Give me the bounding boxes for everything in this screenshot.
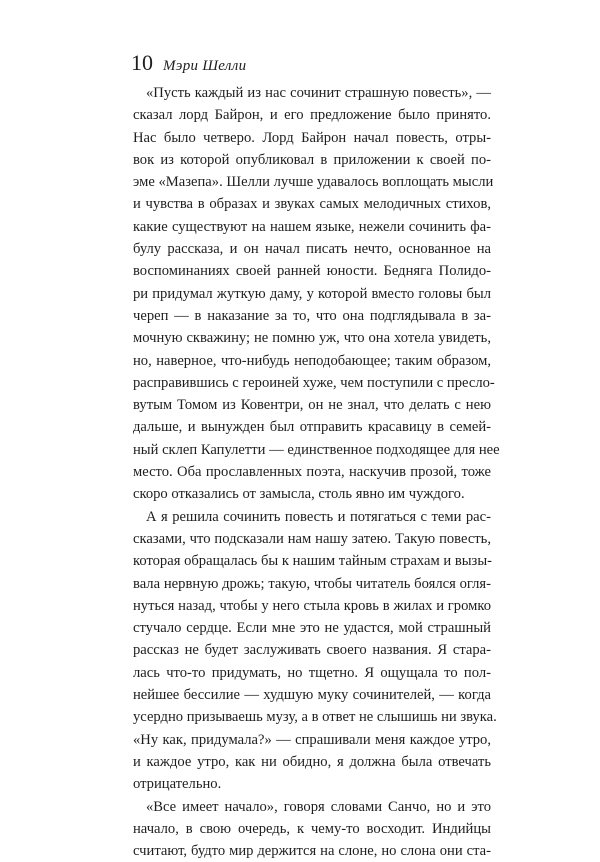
text-line: и чувства в образах и звуках самых мелодичных стихов,: [133, 196, 491, 213]
text-line: нейшее бессилие — худшую муку сочинителей, — когда: [133, 687, 491, 704]
text-line: вок из которой опубликовал в приложении к своей по-: [133, 151, 491, 168]
text-line: «Все имеет начало», говоря словами Санчо, но и это: [146, 798, 491, 815]
text-line: вутым Томом из Ковентри, он не знал, что делать с нею: [133, 397, 491, 414]
text-line: А я решила сочинить повесть и потягаться с теми рас-: [146, 508, 491, 525]
text-line: лась что-то придумать, но тщетно. Я ощущала то пол-: [133, 664, 491, 681]
text-line: булу рассказа, и он начал писать нечто, основанное на: [133, 241, 491, 258]
page-header: [131, 52, 246, 75]
page-number: 10: [131, 50, 153, 75]
text-line: какие существуют на нашем языке, нежели сочинить фа-: [133, 218, 491, 235]
text-line: ри придумал жуткую даму, у которой вместо головы был: [133, 285, 491, 302]
text-line: расправившись с героиней хуже, чем поступили с пресло-: [133, 374, 495, 391]
text-line: сказами, что подсказали нам нашу затею. Такую повесть,: [133, 530, 491, 547]
text-line: мочную скважину; не помню уж, что она хотела увидеть,: [133, 330, 491, 347]
text-line: считают, будто мир держится на слоне, но слона они ста-: [133, 843, 491, 860]
text-line: рассказ не будет заслуживать своего названия. Я стара-: [133, 642, 491, 659]
body-text: [133, 82, 500, 862]
text-line: дальше, и вынужден был отправить красавицу в семей-: [133, 419, 491, 436]
text-line: скоро отказались от замысла, столь явно им чуждого.: [133, 486, 465, 503]
text-line: которая обращалась бы к нашим тайным страхам и вызы-: [133, 553, 492, 570]
text-line: и каждое утро, как ни обидно, я должна была отвечать: [133, 753, 491, 770]
text-line: вала нервную дрожь; такую, чтобы читатель боялся огля-: [133, 575, 491, 592]
text-line: нуться назад, чтобы у него стыла кровь в жилах и громко: [133, 597, 491, 614]
text-line: но, наверное, что-нибудь неподобающее; таким образом,: [133, 352, 491, 369]
text-line: Нас было четверо. Лорд Байрон начал повесть, отры-: [133, 129, 491, 146]
text-line: начало, в свою очередь, к чему-то восходит. Индийцы: [133, 820, 491, 837]
text-line: эме «Мазепа». Шелли лучше удавалось воплощать мысли: [133, 174, 494, 191]
text-line: череп — в наказание за то, что она подглядывала в за-: [133, 307, 491, 324]
text-line: усердно призываешь музу, а в ответ не слышишь ни звука.: [133, 709, 497, 726]
text-line: «Ну как, придумала?» — спрашивали меня каждое утро,: [133, 731, 491, 748]
text-line: отрицательно.: [133, 776, 222, 793]
running-head: Мэри Шелли: [163, 58, 247, 74]
text-line: воспоминаниях своей ранней юности. Бедняга Полидо-: [133, 263, 491, 280]
text-line: сказал лорд Байрон, и его предложение было принято.: [133, 107, 491, 124]
text-line: ный склеп Капулетти — единственное подходящее для нее: [133, 441, 500, 458]
text-line: место. Оба прославленных поэта, наскучив прозой, тоже: [133, 464, 491, 481]
text-line: «Пусть каждый из нас сочинит страшную повесть», —: [146, 85, 491, 101]
text-line: стучало сердце. Если мне это не удастся, мой страшный: [133, 620, 491, 637]
